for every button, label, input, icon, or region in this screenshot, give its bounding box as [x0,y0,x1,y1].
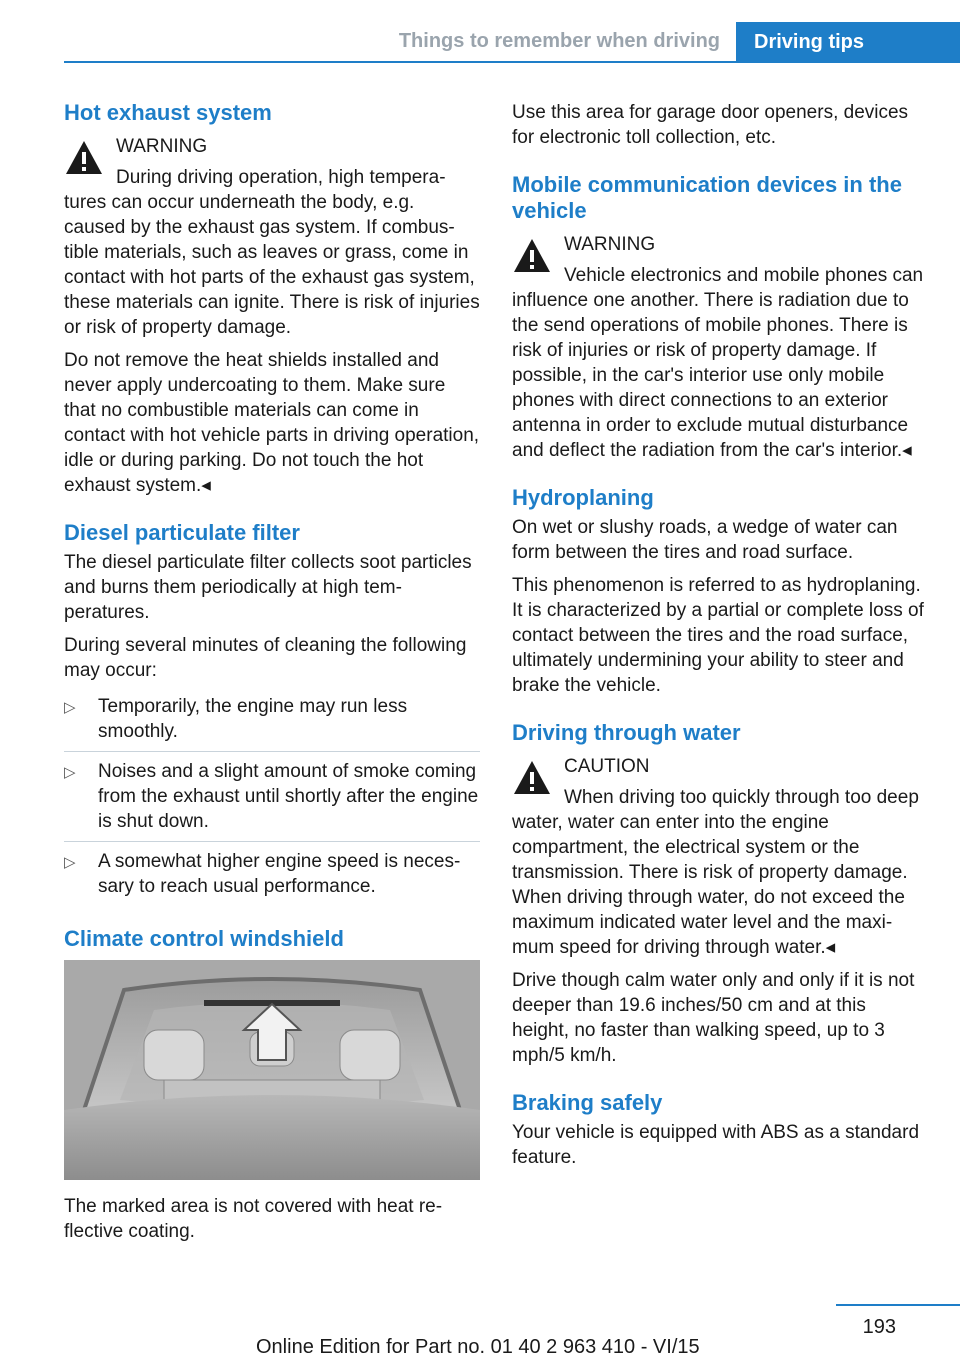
hot-exhaust-warning [64,134,480,340]
warning-label: WARNING [116,136,208,157]
header-rule [64,61,960,63]
windshield-illustration [64,960,480,1180]
braking-safely-heading: Braking safely [512,1090,663,1115]
water-caution [512,754,928,960]
hydroplaning-paragraph-1: On wet or slushy roads, a wedge of water can form between the tires and road surface. [512,517,898,563]
hydroplaning-heading: Hydroplaning [512,485,654,510]
right-column [512,100,928,1170]
list-item: ▷ A somewhat higher engine speed is necessary to reach usual performance. [64,851,461,897]
diesel-effects-list [64,687,480,906]
page-header [0,0,960,62]
garage-door-intro: Use this area for garage door openers, devices for electronic toll collection, etc. [512,102,909,148]
hot-exhaust-heading: Hot exhaust system [64,100,272,125]
climate-windshield-heading: Climate control windshield [64,926,344,951]
warning-label: WARNING [564,234,656,255]
edition-line: Online Edition for Part no. 01 40 2 963 410 - VI/15 [256,1336,700,1358]
diesel-paragraph-1: The diesel particulate filter collects soot particles and burns them periodically at high temperatures. [64,552,472,623]
list-item: ▷ Temporarily, the engine may run less smoothly. [64,687,480,752]
braking-paragraph: Your vehicle is equipped with ABS as a standard feature. [512,1122,920,1168]
page-number: 193 [862,1316,896,1338]
mobile-devices-heading: Mobile communication devices in the vehicle [512,172,902,223]
triangle-bullet-icon: ▷ [64,764,76,781]
list-item: ▷ Noises and a slight amount of smoke coming from the exhaust until shortly after the engine is shut down. [64,752,480,842]
triangle-bullet-icon: ▷ [64,854,76,871]
diesel-paragraph-2: During several minutes of cleaning the following may occur: [64,635,467,681]
mobile-devices-warning [512,232,928,463]
caution-triangle-icon [512,758,552,798]
left-column [64,100,480,1244]
header-chapter-tab: Driving tips [736,22,960,62]
triangle-bullet-icon: ▷ [64,699,76,716]
hot-exhaust-warning-text: During driving operation, high temperatures can occur underneath the body, e.g. caused by the exhaust gas system. If combustible materials, such as leaves or grass, come in contact with hot parts of the exhaust gas system, these materials can ignite. There is risk of injuries or risk of property damage. [64,167,480,338]
footer-rule [836,1304,960,1306]
water-paragraph: Drive though calm water only and only if it is not deeper than 19.6 inches/50 cm and at this height, no faster than walking speed, up to 3 mph/5 km/h. [512,970,915,1066]
mobile-warning-text: Vehicle electronics and mobile phones can influence one another. There is radiation due to the send operations of mobile phones. There is risk of injuries or risk of property damage. If possible, in the car's interior use only mobile phones with direct connections to an exterior antenna in order to exclude mutual disturbance and deflect the radiation from the car's interior.◂ [512,265,924,461]
hydroplaning-paragraph-2: This phenomenon is referred to as hydroplaning. It is characterized by a partial or complete loss of contact between the tires and the road surface, ultimately undermining your ability to steer and brake the vehicle. [512,575,924,696]
diesel-filter-heading: Diesel particulate filter [64,520,300,545]
hot-exhaust-paragraph: Do not remove the heat shields installed and never apply undercoating to them. Make sure that no combustible materials can come in contact with hot vehicle parts in driving operation, idle or during parking. Do not touch the hot exhaust system.◂ [64,350,480,496]
warning-triangle-icon [64,138,104,178]
climate-caption: The marked area is not covered with heat reflective coating. [64,1196,443,1242]
header-section-title: Things to remember when driving [398,30,720,52]
windshield-photo [64,960,480,1180]
water-caution-text: When driving too quickly through too deep water, water can enter into the engine compartment, the electrical system or the transmission. There is risk of property damage. When driving through water, do not exceed the maximum indicated water level and the maximum speed for driving through water.◂ [512,787,919,958]
driving-through-water-heading: Driving through water [512,720,741,745]
caution-label: CAUTION [564,756,650,777]
warning-triangle-icon [512,236,552,276]
